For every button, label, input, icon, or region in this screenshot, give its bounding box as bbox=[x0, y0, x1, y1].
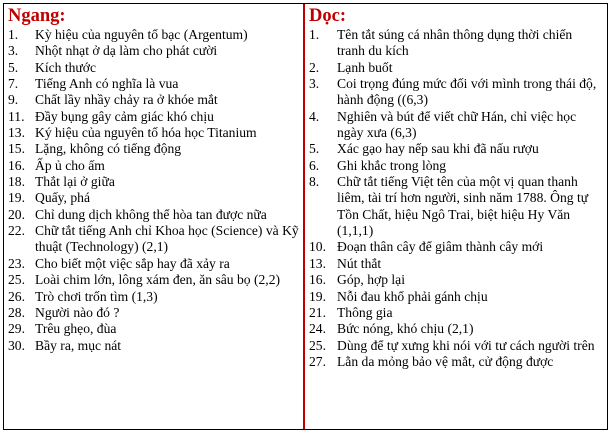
clue-number: 11. bbox=[8, 108, 25, 124]
clue-item bbox=[309, 272, 607, 288]
clue-item bbox=[8, 141, 303, 157]
clue-item bbox=[8, 43, 303, 59]
clue-item bbox=[309, 109, 607, 142]
clue-item bbox=[309, 321, 607, 337]
clue-number: 13. bbox=[309, 255, 326, 271]
clue-number: 28. bbox=[8, 304, 25, 320]
clue-text: Nỗi đau khổ phải gánh chịu bbox=[337, 288, 488, 304]
crossword-clues-table bbox=[3, 3, 608, 430]
clue-item bbox=[8, 305, 303, 321]
clue-text: Lạnh buốt bbox=[337, 59, 393, 75]
across-clue-list bbox=[8, 27, 303, 354]
clue-text: Coi trọng đúng mức đối với mình trong thái độ, hành động ((6,3) bbox=[337, 76, 597, 108]
clue-number: 3. bbox=[8, 43, 19, 59]
clue-number: 23. bbox=[8, 255, 25, 271]
clue-text: Lặng, không có tiếng động bbox=[35, 141, 182, 157]
clue-item bbox=[8, 27, 303, 43]
clue-number: 29. bbox=[8, 321, 25, 337]
clue-number: 16. bbox=[8, 157, 25, 173]
clue-number: 25. bbox=[309, 337, 326, 353]
clue-text: Kích thước bbox=[35, 59, 96, 75]
clue-item bbox=[8, 158, 303, 174]
clue-item bbox=[8, 321, 303, 337]
down-column bbox=[305, 4, 607, 429]
clue-item bbox=[309, 60, 607, 76]
clue-text: Ấp ủ cho ấm bbox=[35, 157, 105, 173]
clue-text: Loài chim lớn, lông xám đen, ăn sâu bọ (2,2) bbox=[35, 272, 281, 288]
clue-number: 27. bbox=[309, 353, 326, 369]
clue-item bbox=[8, 272, 303, 288]
across-heading: Ngang: bbox=[8, 6, 66, 26]
clue-text: Kỳ hiệu của nguyên tố bạc (Argentum) bbox=[35, 27, 248, 42]
across-column bbox=[4, 4, 305, 429]
clue-item bbox=[8, 92, 303, 108]
clue-number: 5. bbox=[309, 141, 320, 157]
clue-number: 30. bbox=[8, 337, 25, 353]
clue-item bbox=[309, 76, 607, 109]
clue-item bbox=[309, 141, 607, 157]
clue-item bbox=[309, 239, 607, 255]
clue-item bbox=[309, 174, 607, 239]
clue-item bbox=[8, 223, 303, 256]
clue-text: Trò chơi trốn tìm (1,3) bbox=[35, 288, 158, 304]
clue-number: 5. bbox=[8, 59, 19, 75]
clue-item bbox=[8, 190, 303, 206]
clue-number: 3. bbox=[309, 76, 320, 92]
clue-text: Bức nóng, khó chịu (2,1) bbox=[337, 321, 474, 337]
clue-item bbox=[8, 76, 303, 92]
clue-number: 16. bbox=[309, 272, 326, 288]
clue-text: Chỉ dung dịch không thể hòa tan được nữa bbox=[35, 206, 267, 222]
clue-text: Tên tắt súng cá nhân thông dụng thời chiến tranh du kích bbox=[337, 27, 573, 59]
clue-number: 7. bbox=[8, 76, 19, 92]
clue-number: 6. bbox=[309, 157, 320, 173]
clue-text: Chất lầy nhầy chảy ra ở khóe mắt bbox=[35, 92, 218, 108]
clue-text: Xác gạo hay nếp sau khi đã nấu rượu bbox=[337, 141, 539, 157]
clue-number: 1. bbox=[8, 27, 19, 42]
clue-text: Lằn da mỏng bảo vệ mắt, cử động được bbox=[337, 353, 554, 369]
clue-text: Nghiên và bút để viết chữ Hán, chỉ việc học ngày xưa (6,3) bbox=[337, 108, 577, 141]
clue-item bbox=[8, 60, 303, 76]
clue-item bbox=[8, 338, 303, 354]
clue-text: Quấy, phá bbox=[35, 190, 90, 206]
clue-number: 19. bbox=[8, 190, 25, 206]
clue-number: 19. bbox=[309, 288, 326, 304]
clue-number: 1. bbox=[309, 27, 320, 42]
clue-text: Đoạn thân cây để giâm thành cây mới bbox=[337, 239, 544, 255]
clue-number: 15. bbox=[8, 141, 25, 157]
clue-text: Nhột nhạt ở dạ làm cho phát cười bbox=[35, 43, 218, 59]
clue-text: Ký hiệu của nguyên tố hóa học Titanium bbox=[35, 125, 257, 141]
clue-item bbox=[8, 207, 303, 223]
clue-text: Thông gia bbox=[337, 304, 393, 320]
clue-text: Người nào đó ? bbox=[35, 304, 120, 320]
clue-number: 21. bbox=[309, 304, 326, 320]
clue-number: 13. bbox=[8, 125, 25, 141]
clue-text: Góp, hợp lại bbox=[337, 272, 405, 288]
clue-item bbox=[309, 289, 607, 305]
clue-number: 2. bbox=[309, 59, 320, 75]
clue-item bbox=[309, 305, 607, 321]
clue-number: 22. bbox=[8, 223, 25, 239]
clue-number: 8. bbox=[309, 174, 320, 190]
down-heading: Dọc: bbox=[309, 6, 346, 26]
clue-item bbox=[309, 158, 607, 174]
clue-item bbox=[309, 256, 607, 272]
clue-item bbox=[8, 125, 303, 141]
clue-item bbox=[309, 338, 607, 354]
clue-text: Thắt lại ở giữa bbox=[35, 174, 115, 190]
clue-number: 18. bbox=[8, 174, 25, 190]
clue-number: 24. bbox=[309, 321, 326, 337]
clue-text: Bầy ra, mục nát bbox=[35, 337, 122, 353]
clue-item bbox=[309, 354, 607, 370]
clue-number: 4. bbox=[309, 108, 320, 124]
clue-number: 10. bbox=[309, 239, 326, 255]
clue-number: 26. bbox=[8, 288, 25, 304]
clue-item bbox=[8, 289, 303, 305]
clue-item bbox=[309, 27, 607, 60]
clue-number: 9. bbox=[8, 92, 19, 108]
clue-text: Trêu ghẹo, đùa bbox=[35, 321, 117, 337]
clue-text: Cho biết một việc sắp hay đã xảy ra bbox=[35, 255, 230, 271]
clue-text: Chữ tắt tiếng Anh chỉ Khoa học (Science) và Kỹ thuật (Technology) (2,1) bbox=[35, 223, 299, 255]
down-clue-list bbox=[309, 27, 607, 370]
clue-number: 20. bbox=[8, 206, 25, 222]
clue-text: Chữ tắt tiếng Việt tên của một vị quan thanh liêm, tài trí hơn người, sinh năm 1788. Ông tự Tồn Chất, hiệu Ngô Trai, biệt hiệu Hy Văn (1,1,1) bbox=[337, 174, 589, 239]
clue-text: Dùng để tự xưng khi nói với tư cách người trên bbox=[337, 337, 595, 353]
clue-item bbox=[8, 109, 303, 125]
clue-number: 25. bbox=[8, 272, 25, 288]
clue-text: Ghi khắc trong lòng bbox=[337, 157, 447, 173]
clue-text: Đầy bụng gây cảm giác khó chịu bbox=[35, 108, 214, 124]
clue-item bbox=[8, 256, 303, 272]
clue-text: Tiếng Anh có nghĩa là vua bbox=[35, 76, 179, 92]
clue-text: Nút thắt bbox=[337, 255, 382, 271]
clue-item bbox=[8, 174, 303, 190]
